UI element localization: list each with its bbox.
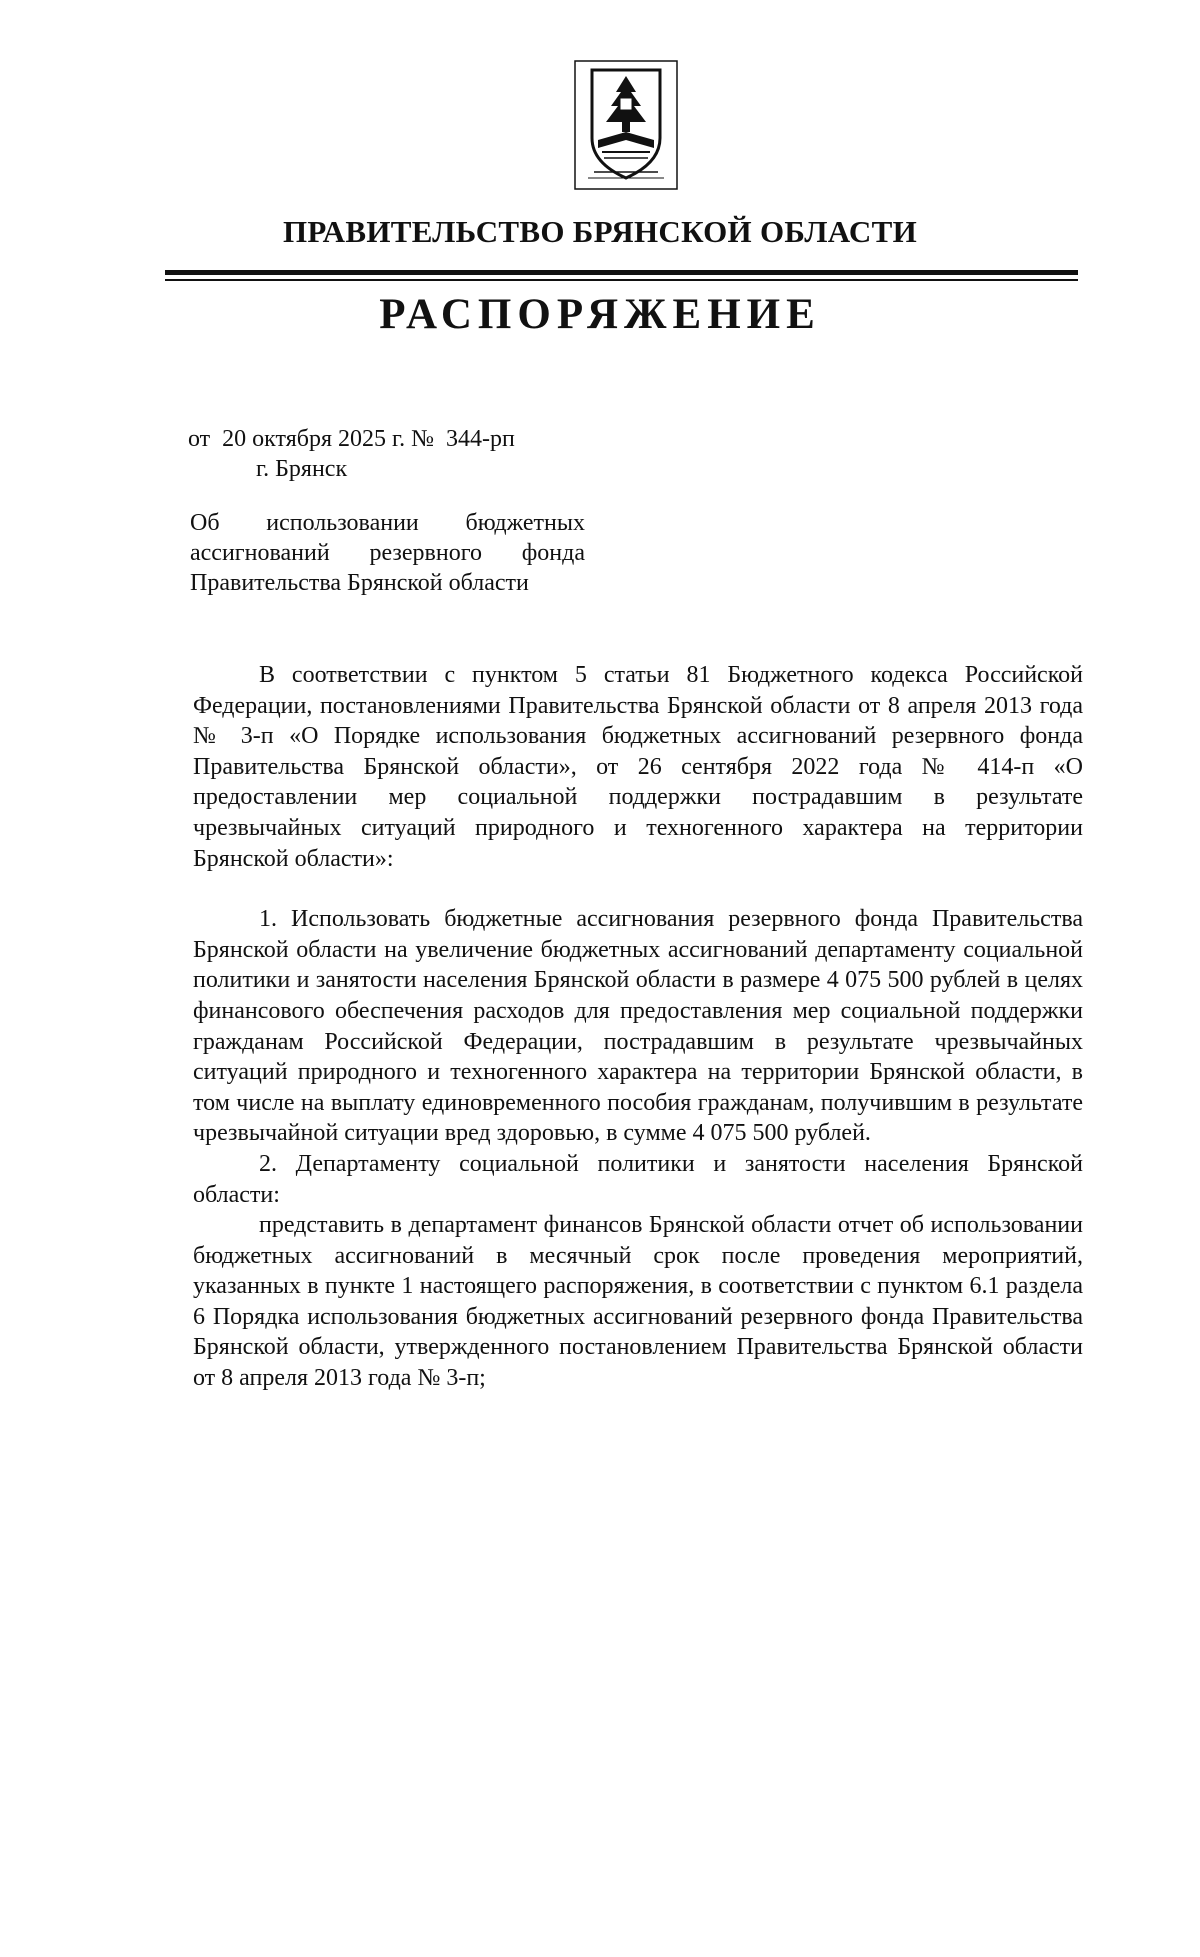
item-2-text-paragraph: представить в департамент финансов Брянской области отчет об использовании бюджетных ассигнований в месячный срок после проведения мероприятий, указанных в пункте 1 настоящего распоряжения, в соответствии с пунктом 6.1 раздела 6 Порядка использования бюджетных ассигнований резервного фонда Правительства Брянской области, утвержденного постановлением Правительства Брянской области от 8 апреля 2013 года № 3-п; (193, 1212, 1083, 1392)
header-divider-thin (165, 279, 1078, 281)
item-1-paragraph: 1. Использовать бюджетные ассигнования резервного фонда Правительства Брянской области на увеличение бюджетных ассигнований департаменту социальной политики и занятости населения Брянской области в размере 4 075 500 рублей в целях финансового обеспечения расходов для предоставления мер социальной поддержки гражданам Российской Федерации, пострадавшим в результате чрезвычайных ситуаций природного и техногенного характера на территории Брянской области, в том числе на выплату единовременного пособия гражданам, получившим в результате чрезвычайной ситуации вред здоровью, в сумме 4 075 500 рублей. (193, 906, 1083, 1147)
document-subject: Об использовании бюджетных ассигнований резервного фонда Правительства Брянской области (190, 510, 585, 596)
organization-title: ПРАВИТЕЛЬСТВО БРЯНСКОЙ ОБЛАСТИ (282, 214, 918, 249)
document-city: г. Брянск (256, 456, 348, 482)
item-2-paragraph: 2. Департаменту социальной политики и занятости населения Брянской области: (193, 1150, 1083, 1208)
document-date-number: от 20 октября 2025 г. № 344-рп (188, 426, 515, 452)
document-type-title: РАСПОРЯЖЕНИЕ (379, 291, 821, 338)
preamble-paragraph: В соответствии с пунктом 5 статьи 81 Бюджетного кодекса Российской Федерации, постановлениями Правительства Брянской области от 8 апреля 2013 года № 3-п «О Порядке использования бюджетных ассигнований резервного фонда Правительства Брянской области», от 26 сентября 2022 года № 414-п «О предоставлении мер социальной поддержки пострадавшим в результате чрезвычайных ситуаций природного и техногенного характера на территории Брянской области»: (193, 662, 1083, 872)
document-body (193, 660, 1083, 1394)
header-divider-thick (165, 270, 1078, 275)
bryansk-coat-of-arms-icon (574, 60, 678, 190)
